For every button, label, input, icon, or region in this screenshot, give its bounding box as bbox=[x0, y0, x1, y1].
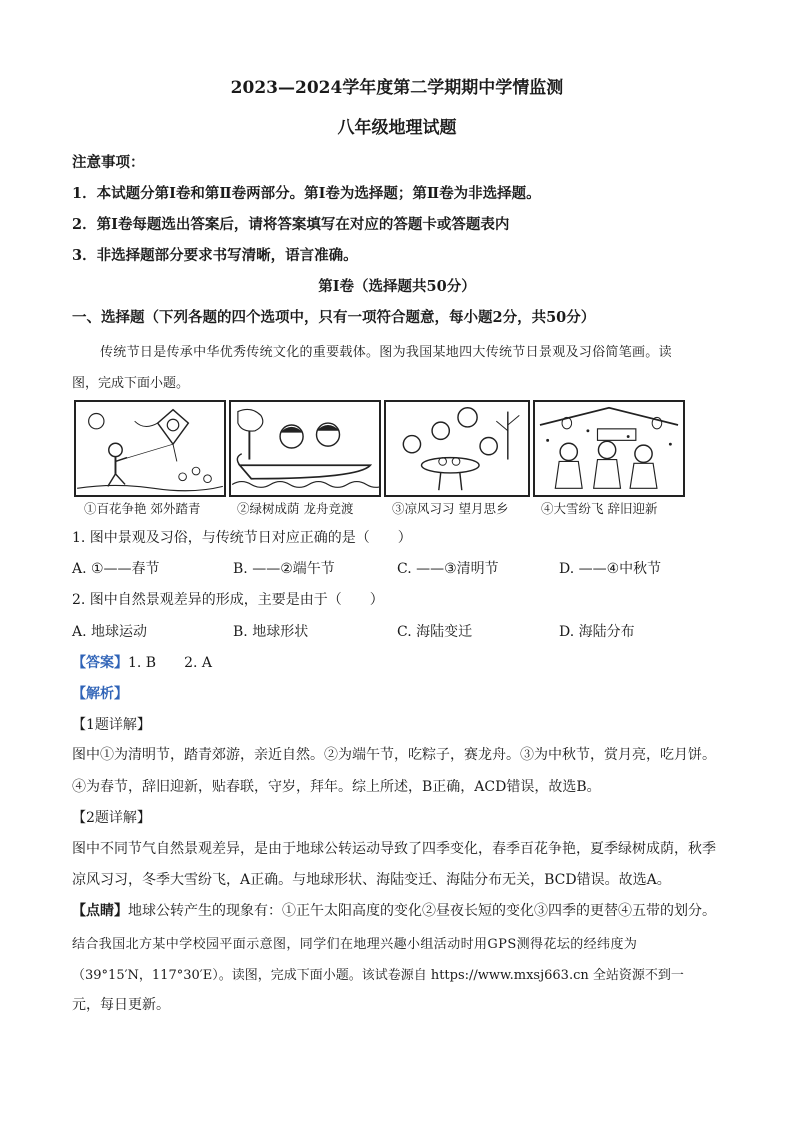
panel-caption-4: ④大雪纷飞 辞旧迎新 bbox=[541, 501, 658, 516]
question-1-stem: 1. 图中景观及习俗，与传统节日对应正确的是（ ） bbox=[72, 530, 412, 546]
q1-option-b: B. ——②端午节 bbox=[233, 561, 335, 577]
section-heading: 一、选择题（下列各题的四个选项中，只有一项符合题意，每小题2分，共50分） bbox=[72, 309, 596, 326]
q2-option-b: B. 地球形状 bbox=[233, 624, 309, 640]
notes-item-2: 2．第Ⅰ卷每题选出答案后，请将答案填写在对应的答题卡或答题表内 bbox=[72, 216, 510, 233]
detail-2-label: 【2题详解】 bbox=[72, 810, 151, 826]
answer-line bbox=[72, 652, 212, 672]
detail-1-label: 【1题详解】 bbox=[72, 717, 151, 733]
tip-line bbox=[72, 900, 716, 920]
panel-summer-image bbox=[229, 400, 381, 497]
q2-option-d: D. 海陆分布 bbox=[559, 624, 635, 640]
detail-2-line-2: 凉风习习，冬季大雪纷飞，A正确。与地球形状、海陆变迁、海陆分布无关，BCD错误。故选A。 bbox=[72, 872, 671, 888]
notes-item-1: 1．本试题分第Ⅰ卷和第Ⅱ卷两部分。第Ⅰ卷为选择题；第Ⅱ卷为非选择题。 bbox=[72, 185, 541, 202]
detail-1-line-2: ④为春节，辞旧迎新，贴春联，守岁，拜年。综上所述，B正确，ACD错误，故选B。 bbox=[72, 779, 601, 795]
tip-text: 地球公转产生的现象有：①正午太阳高度的变化②昼夜长短的变化③四季的更替④五带的划分。 bbox=[128, 903, 716, 919]
q2-option-c: C. 海陆变迁 bbox=[397, 624, 473, 640]
q2-option-a: A. 地球运动 bbox=[72, 624, 148, 640]
panel-caption-3: ③凉风习习 望月思乡 bbox=[392, 501, 509, 516]
tip-label: 【点睛】 bbox=[72, 903, 128, 919]
volume-heading: 第Ⅰ卷（选择题共50分） bbox=[318, 278, 476, 295]
answer-label: 【答案】 bbox=[72, 655, 128, 671]
q1-option-a: A. ①——春节 bbox=[72, 561, 160, 577]
answer-value: 1. B 2. A bbox=[128, 655, 213, 671]
panel-caption-2: ②绿树成荫 龙舟竞渡 bbox=[237, 501, 354, 516]
exam-subtitle: 八年级地理试题 bbox=[337, 118, 457, 138]
notes-item-3: 3．非选择题部分要求书写清晰，语言准确。 bbox=[72, 247, 358, 264]
panel-spring-image bbox=[74, 400, 226, 497]
detail-1-line-1: 图中①为清明节，踏青郊游，亲近自然。②为端午节，吃粽子，赛龙舟。③为中秋节，赏月亮，吃月饼。 bbox=[72, 747, 716, 763]
panel-winter-image bbox=[533, 400, 685, 497]
q1-option-c: C. ——③清明节 bbox=[397, 561, 499, 577]
notes-heading: 注意事项： bbox=[72, 154, 145, 171]
intro-line-2: 图，完成下面小题。 bbox=[72, 376, 190, 391]
q1-option-d: D. ——④中秋节 bbox=[559, 561, 662, 577]
exam-title: 2023—2024学年度第二学期期中学情监测 bbox=[230, 78, 564, 98]
panel-autumn-image bbox=[384, 400, 530, 497]
analysis-label: 【解析】 bbox=[72, 686, 128, 702]
question-2-stem: 2. 图中自然景观差异的形成，主要是由于（ ） bbox=[72, 592, 384, 608]
next-line-2: （39°15′N，117°30′E）。读图，完成下面小题。该试卷源自 https://www.mxsj663.cn 全站资源不到一 bbox=[72, 968, 684, 983]
panel-caption-1: ①百花争艳 郊外踏青 bbox=[84, 501, 201, 516]
next-line-1: 结合我国北方某中学校园平面示意图，同学们在地理兴趣小组活动时用GPS测得花坛的经纬度为 bbox=[72, 937, 638, 952]
intro-line-1: 传统节日是传承中华优秀传统文化的重要载体。图为我国某地四大传统节日景观及习俗简笔画。读 bbox=[100, 345, 672, 360]
next-line-3: 元，每日更新。 bbox=[72, 997, 170, 1013]
detail-2-line-1: 图中不同节气自然景观差异，是由于地球公转运动导致了四季变化，春季百花争艳，夏季绿树成荫，秋季 bbox=[72, 841, 716, 857]
